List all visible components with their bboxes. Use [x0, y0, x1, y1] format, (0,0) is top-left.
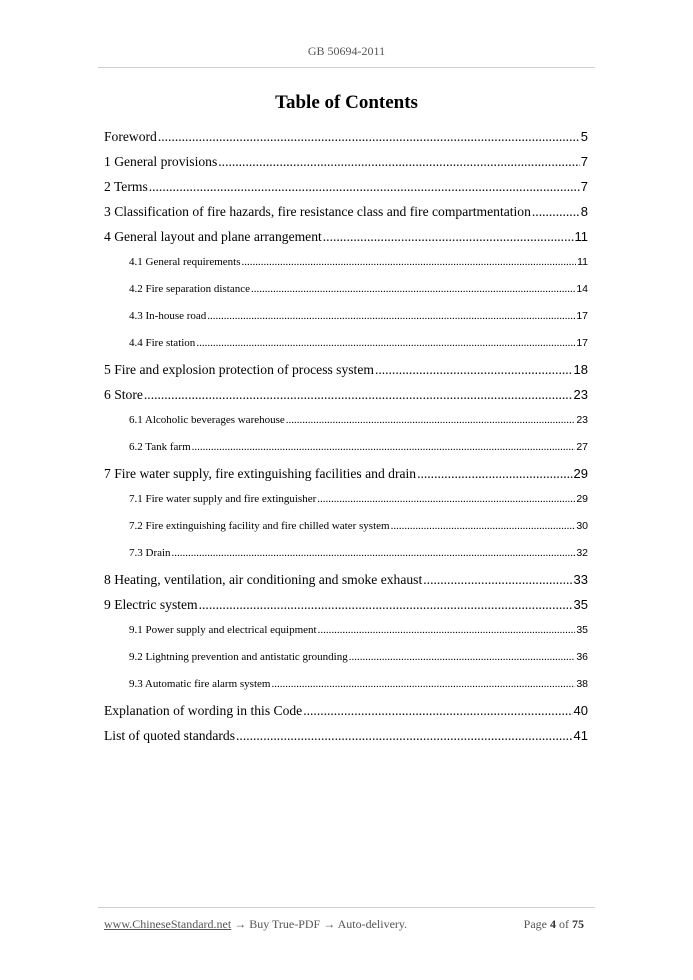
toc-entry-page: 36	[576, 651, 588, 663]
toc-entry-label: 1 General provisions	[104, 154, 218, 169]
toc-entry-page: 8	[580, 204, 588, 219]
dot-leader	[375, 357, 573, 382]
toc-entry-page: 29	[573, 466, 588, 481]
toc-entry-page: 11	[577, 256, 588, 268]
toc-entry-7-2[interactable]	[104, 513, 588, 540]
toc-entry-label: 7.1 Fire water supply and fire extinguisher	[129, 493, 317, 505]
toc-entry-page: 35	[573, 597, 588, 612]
dot-leader	[349, 644, 576, 671]
dot-leader	[192, 434, 576, 461]
page-footer	[104, 917, 584, 932]
toc-entry-page: 5	[580, 129, 588, 144]
toc-entry-9[interactable]	[104, 592, 588, 617]
toc-entry-8[interactable]	[104, 567, 588, 592]
toc-entry-label: 9 Electric system	[104, 597, 198, 612]
page-counter	[524, 917, 584, 932]
buy-pdf-text: Buy True-PDF	[249, 917, 321, 931]
toc-entry-label: 9.3 Automatic fire alarm system	[129, 678, 271, 690]
toc-entry-4-4[interactable]	[104, 330, 588, 357]
toc-entry-7-3[interactable]	[104, 540, 588, 567]
toc-entry-page: 14	[576, 283, 588, 295]
toc-entry-page: 23	[573, 387, 588, 402]
toc-entry-page: 29	[576, 493, 588, 505]
dot-leader	[286, 407, 576, 434]
toc-entry-page: 40	[573, 703, 588, 718]
toc-entry-page: 32	[576, 547, 588, 559]
toc-entry-label: 7.3 Drain	[129, 547, 171, 559]
dot-leader	[172, 540, 576, 567]
toc-entry-page: 33	[573, 572, 588, 587]
dot-leader	[218, 149, 580, 174]
table-of-contents	[104, 124, 588, 748]
toc-entry-label: 4.4 Fire station	[129, 337, 196, 349]
toc-entry-page: 7	[580, 179, 588, 194]
dot-leader	[251, 276, 575, 303]
toc-entry-label: Foreword	[104, 129, 157, 144]
toc-entry-explanation[interactable]	[104, 698, 588, 723]
toc-entry-label: 2 Terms	[104, 179, 148, 194]
toc-entry-label: 6.2 Tank farm	[129, 441, 191, 453]
toc-entry-6[interactable]	[104, 382, 588, 407]
footer-divider	[98, 907, 595, 908]
toc-entry-label: Explanation of wording in this Code	[104, 703, 303, 718]
site-link[interactable]: www.ChineseStandard.net	[104, 917, 232, 931]
toc-entry-page: 7	[580, 154, 588, 169]
dot-leader	[323, 224, 574, 249]
dot-leader	[318, 617, 576, 644]
page-total: 75	[572, 917, 584, 931]
toc-entry-label: 3 Classification of fire hazards, fire resistance class and fire compartmentation	[104, 204, 531, 219]
toc-entry-7[interactable]	[104, 461, 588, 486]
toc-entry-label: 7 Fire water supply, fire extinguishing facilities and drain	[104, 466, 417, 481]
toc-entry-page: 18	[573, 362, 588, 377]
toc-entry-page: 17	[576, 337, 588, 349]
toc-entry-1[interactable]	[104, 149, 588, 174]
toc-entry-label: 6.1 Alcoholic beverages warehouse	[129, 414, 285, 426]
toc-entry-9-2[interactable]	[104, 644, 588, 671]
toc-entry-4[interactable]	[104, 224, 588, 249]
dot-leader	[303, 698, 572, 723]
toc-entry-6-1[interactable]	[104, 407, 588, 434]
footer-promo	[104, 917, 407, 932]
running-header: GB 50694-2011	[307, 44, 386, 58]
toc-entry-label: 9.2 Lightning prevention and antistatic grounding	[129, 651, 348, 663]
toc-entry-7-1[interactable]	[104, 486, 588, 513]
toc-entry-2[interactable]	[104, 174, 588, 199]
toc-entry-page: 11	[574, 229, 588, 244]
of-word: of	[559, 917, 569, 931]
toc-entry-page: 38	[576, 678, 588, 690]
toc-entry-label: 4 General layout and plane arrangement	[104, 229, 322, 244]
toc-entry-label: 9.1 Power supply and electrical equipment	[129, 624, 317, 636]
arrow-icon: →	[234, 917, 247, 931]
dot-leader	[144, 382, 573, 407]
toc-entry-9-3[interactable]	[104, 671, 588, 698]
toc-entry-label: 4.1 General requirements	[129, 256, 241, 268]
dot-leader	[423, 567, 572, 592]
toc-title: Table of Contents	[275, 92, 418, 113]
toc-entry-label: 4.3 In-house road	[129, 310, 207, 322]
toc-entry-page: 30	[576, 520, 588, 532]
page-word: Page	[523, 917, 547, 931]
toc-entry-label: 6 Store	[104, 387, 143, 402]
toc-entry-page: 23	[576, 414, 588, 426]
toc-entry-page: 27	[576, 441, 588, 453]
dot-leader	[417, 461, 572, 486]
header-divider	[98, 67, 595, 68]
toc-entry-label: 8 Heating, ventilation, air conditioning and smoke exhaust	[104, 572, 423, 587]
toc-entry-5[interactable]	[104, 357, 588, 382]
toc-entry-page: 17	[576, 310, 588, 322]
dot-leader	[158, 124, 580, 149]
toc-entry-9-1[interactable]	[104, 617, 588, 644]
dot-leader	[317, 486, 575, 513]
toc-entry-foreword[interactable]	[104, 124, 588, 149]
dot-leader	[532, 199, 580, 224]
toc-entry-label: 7.2 Fire extinguishing facility and fire chilled water system	[129, 520, 390, 532]
dot-leader	[236, 723, 573, 748]
toc-entry-4-3[interactable]	[104, 303, 588, 330]
toc-entry-label: 5 Fire and explosion protection of process system	[104, 362, 374, 377]
page-number: 4	[550, 917, 556, 931]
dot-leader	[391, 513, 576, 540]
toc-entry-6-2[interactable]	[104, 434, 588, 461]
auto-delivery-text: Auto-delivery.	[337, 917, 408, 931]
toc-entry-page: 35	[576, 624, 588, 636]
toc-entry-label: 4.2 Fire separation distance	[129, 283, 250, 295]
toc-entry-label: List of quoted standards	[104, 728, 236, 743]
dot-leader	[241, 249, 576, 276]
dot-leader	[196, 330, 575, 357]
dot-leader	[271, 671, 575, 698]
dot-leader	[149, 174, 580, 199]
toc-entry-4-2[interactable]	[104, 276, 588, 303]
dot-leader	[199, 592, 573, 617]
dot-leader	[207, 303, 575, 330]
toc-entry-page: 41	[573, 728, 588, 743]
toc-entry-quoted-standards[interactable]	[104, 723, 588, 748]
toc-entry-3[interactable]	[104, 199, 588, 224]
arrow-icon: →	[323, 917, 336, 931]
toc-entry-4-1[interactable]	[104, 249, 588, 276]
